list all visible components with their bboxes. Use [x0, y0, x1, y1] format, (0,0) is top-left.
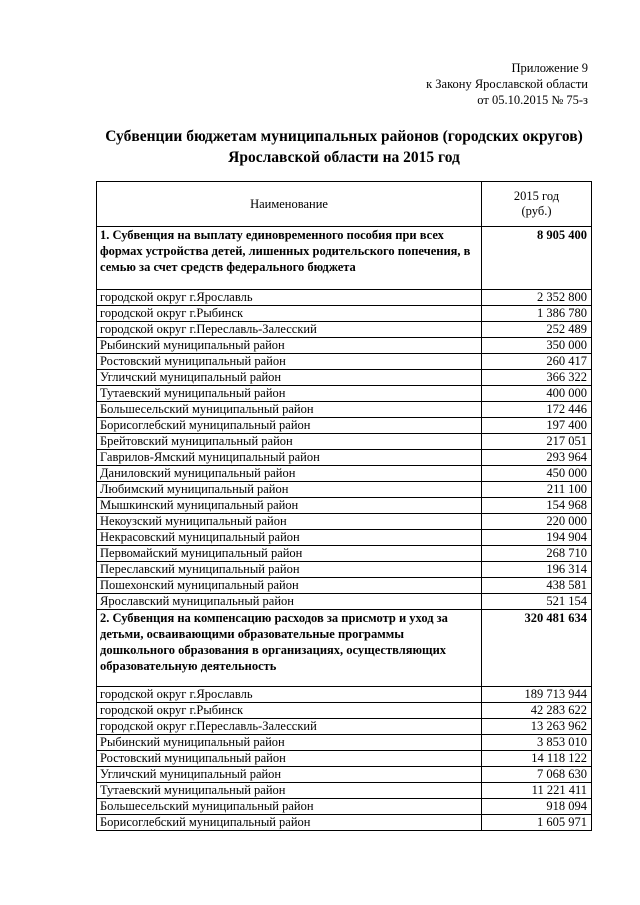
- table-row: [97, 546, 592, 562]
- municipality-name: Борисоглебский муниципальный район: [97, 418, 482, 434]
- table-row: [97, 434, 592, 450]
- table-row: [97, 402, 592, 418]
- table-row: [97, 386, 592, 402]
- municipality-name: Некоузский муниципальный район: [97, 514, 482, 530]
- municipality-name: Ростовский муниципальный район: [97, 751, 482, 767]
- table-row: [97, 514, 592, 530]
- table-row: [97, 751, 592, 767]
- table-row: [97, 418, 592, 434]
- municipality-name: Большесельский муниципальный район: [97, 402, 482, 418]
- municipality-name: городской округ г.Рыбинск: [97, 703, 482, 719]
- municipality-name: городской округ г.Рыбинск: [97, 306, 482, 322]
- municipality-name: Пошехонский муниципальный район: [97, 578, 482, 594]
- municipality-name: Ярославский муниципальный район: [97, 594, 482, 610]
- section-row: [97, 227, 592, 290]
- table-row: [97, 290, 592, 306]
- municipality-name: Любимский муниципальный район: [97, 482, 482, 498]
- municipality-name: городской округ г.Ярославль: [97, 687, 482, 703]
- appendix-date: от 05.10.2015 № 75-з: [477, 93, 588, 107]
- subvention-amount: 260 417: [482, 354, 592, 370]
- appendix-law: к Закону Ярославской области: [426, 77, 588, 91]
- appendix-block: [426, 60, 588, 108]
- subvention-amount: 438 581: [482, 578, 592, 594]
- municipality-name: городской округ г.Переславль-Залесский: [97, 719, 482, 735]
- municipality-name: Угличский муниципальный район: [97, 767, 482, 783]
- subvention-amount: 1 605 971: [482, 815, 592, 831]
- table-row: [97, 767, 592, 783]
- table-row: [97, 594, 592, 610]
- table-row: [97, 578, 592, 594]
- table-row: [97, 687, 592, 703]
- subvention-amount: 2 352 800: [482, 290, 592, 306]
- municipality-name: Брейтовский муниципальный район: [97, 434, 482, 450]
- subvention-amount: 7 068 630: [482, 767, 592, 783]
- subvention-amount: 1 386 780: [482, 306, 592, 322]
- table-row: [97, 338, 592, 354]
- subvention-amount: 293 964: [482, 450, 592, 466]
- subvention-amount: 450 000: [482, 466, 592, 482]
- title-line-1: Субвенции бюджетам муниципальных районов (городских округов): [105, 128, 583, 145]
- subvention-amount: 189 713 944: [482, 687, 592, 703]
- title-line-2: Ярославской области на 2015 год: [228, 149, 460, 166]
- municipality-name: Рыбинский муниципальный район: [97, 338, 482, 354]
- table-row: [97, 482, 592, 498]
- subvention-amount: 194 904: [482, 530, 592, 546]
- table-body: [97, 227, 592, 831]
- table-row: [97, 354, 592, 370]
- subvention-amount: 521 154: [482, 594, 592, 610]
- section-total: 320 481 634: [482, 610, 592, 687]
- table-row: [97, 719, 592, 735]
- municipality-name: Борисоглебский муниципальный район: [97, 815, 482, 831]
- header-name: Наименование: [97, 182, 482, 227]
- municipality-name: Некрасовский муниципальный район: [97, 530, 482, 546]
- subvention-amount: 918 094: [482, 799, 592, 815]
- table-row: [97, 498, 592, 514]
- subvention-amount: 400 000: [482, 386, 592, 402]
- subvention-amount: 42 283 622: [482, 703, 592, 719]
- section-title: 1. Субвенция на выплату единовременного пособия при всех формах устройства детей, лишенных родительского попечения, в семью за счет средств федерального бюджета: [97, 227, 482, 290]
- subvention-amount: 3 853 010: [482, 735, 592, 751]
- subvention-amount: 14 118 122: [482, 751, 592, 767]
- subvention-amount: 268 710: [482, 546, 592, 562]
- municipality-name: Тутаевский муниципальный район: [97, 783, 482, 799]
- section-row: [97, 610, 592, 687]
- subvention-amount: 11 221 411: [482, 783, 592, 799]
- municipality-name: Переславский муниципальный район: [97, 562, 482, 578]
- table-row: [97, 735, 592, 751]
- table-row: [97, 815, 592, 831]
- table-row: [97, 450, 592, 466]
- table-row: [97, 466, 592, 482]
- header-year: 2015 год: [513, 189, 560, 203]
- table-row: [97, 530, 592, 546]
- appendix-number: Приложение 9: [511, 61, 588, 75]
- table-header-row: [97, 182, 592, 227]
- subvention-table: [96, 181, 592, 831]
- table-row: [97, 306, 592, 322]
- municipality-name: Мышкинский муниципальный район: [97, 498, 482, 514]
- municipality-name: городской округ г.Переславль-Залесский: [97, 322, 482, 338]
- subvention-amount: 211 100: [482, 482, 592, 498]
- municipality-name: Рыбинский муниципальный район: [97, 735, 482, 751]
- table-row: [97, 370, 592, 386]
- table-row: [97, 322, 592, 338]
- municipality-name: городской округ г.Ярославль: [97, 290, 482, 306]
- table-row: [97, 783, 592, 799]
- subvention-amount: 197 400: [482, 418, 592, 434]
- table-row: [97, 799, 592, 815]
- municipality-name: Первомайский муниципальный район: [97, 546, 482, 562]
- table-row: [97, 703, 592, 719]
- municipality-name: Гаврилов-Ямский муниципальный район: [97, 450, 482, 466]
- section-total: 8 905 400: [482, 227, 592, 290]
- header-year-cell: [482, 182, 592, 227]
- subvention-amount: 220 000: [482, 514, 592, 530]
- subvention-amount: 217 051: [482, 434, 592, 450]
- subvention-amount: 154 968: [482, 498, 592, 514]
- municipality-name: Большесельский муниципальный район: [97, 799, 482, 815]
- section-title: 2. Субвенция на компенсацию расходов за присмотр и уход за детьми, осваивающими образовательные программы дошкольного образования в организациях, осуществляющих образовательную деятельность: [97, 610, 482, 687]
- municipality-name: Ростовский муниципальный район: [97, 354, 482, 370]
- subvention-amount: 252 489: [482, 322, 592, 338]
- table-row: [97, 562, 592, 578]
- municipality-name: Даниловский муниципальный район: [97, 466, 482, 482]
- municipality-name: Угличский муниципальный район: [97, 370, 482, 386]
- header-unit: (руб.): [521, 204, 552, 218]
- subvention-amount: 366 322: [482, 370, 592, 386]
- subvention-amount: 172 446: [482, 402, 592, 418]
- municipality-name: Тутаевский муниципальный район: [97, 386, 482, 402]
- subvention-amount: 196 314: [482, 562, 592, 578]
- subvention-amount: 350 000: [482, 338, 592, 354]
- subvention-amount: 13 263 962: [482, 719, 592, 735]
- document-title: [96, 126, 592, 168]
